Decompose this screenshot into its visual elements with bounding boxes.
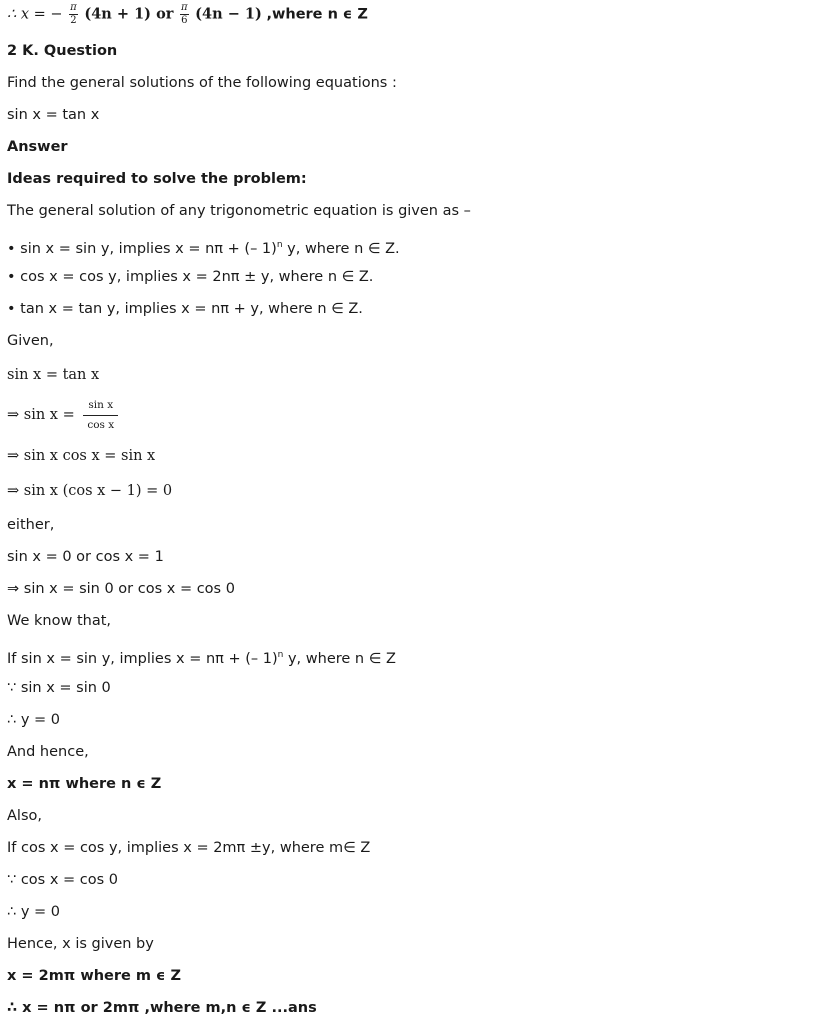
bullet-sin-before: • sin x = sin y, implies x = nπ + (– 1) (7, 241, 277, 257)
ideas-heading: Ideas required to solve the problem: (7, 171, 307, 187)
bullet-tan: • tan x = tan y, implies x = nπ + y, where n ∈ Z. (7, 301, 363, 317)
frac1-numerator: π (70, 2, 77, 13)
question-text: Find the general solutions of the following equations : (7, 75, 397, 91)
top-suffix: ,where n ϵ Z (266, 6, 368, 23)
also-label: Also, (7, 808, 42, 824)
if-sin-rule (7, 645, 396, 669)
if-cos-rule: If cos x = cos y, implies x = 2mπ ±y, where m∈ Z (7, 840, 371, 856)
we-know-label: We know that, (7, 613, 111, 629)
y-equals-zero-1: ∴ y = 0 (7, 712, 61, 728)
frac2-numerator: π (180, 2, 188, 13)
fraction-numerator: sin x (83, 400, 118, 416)
if-sin-before: If sin x = sin y, implies x = nπ + (– 1) (7, 651, 278, 667)
math-step-4: ⇒ sin x (cos x − 1) = 0 (7, 483, 173, 499)
either-line-2: ⇒ sin x = sin 0 or cos x = cos 0 (7, 581, 235, 597)
and-hence-label: And hence, (7, 744, 89, 760)
bullet-sin-sup: n (276, 240, 283, 250)
math-step-2 (7, 398, 118, 432)
since-sin-line: ∵ sin x = sin 0 (7, 680, 111, 696)
if-sin-after: y, where n ∈ Z (283, 651, 396, 667)
question-equation: sin x = tan x (7, 107, 100, 123)
fraction-denominator: cos x (87, 418, 115, 431)
sinx-over-cosx-fraction (83, 400, 118, 430)
frac2-denominator: 6 (181, 15, 188, 26)
math-step-1: sin x = tan x (7, 367, 100, 383)
result-1: x = nπ where n ϵ Z (7, 776, 162, 792)
bullet-cos: • cos x = cos y, implies x = 2nπ ± y, where n ∈ Z. (7, 269, 374, 285)
answer-label: Answer (7, 139, 68, 155)
final-answer: ∴ x = nπ or 2mπ ,where m,n ϵ Z ...ans (7, 1000, 317, 1016)
frac1-denominator: 2 (70, 15, 77, 26)
y-equals-zero-2: ∴ y = 0 (7, 904, 61, 920)
top-prefix: ∴ x = − (7, 6, 63, 23)
hence-given-label: Hence, x is given by (7, 936, 154, 952)
general-intro: The general solution of any trigonometric equation is given as – (7, 203, 471, 219)
since-cos-line: ∵ cos x = cos 0 (7, 872, 119, 888)
pi-over-2-fraction (69, 3, 78, 26)
bullet-sin-after: y, where n ∈ Z. (282, 241, 400, 257)
either-label: either, (7, 517, 55, 533)
pi-over-6-fraction (180, 3, 189, 26)
if-sin-sup: n (277, 650, 284, 660)
top-part1: (4n + 1) or (84, 5, 174, 23)
either-line-1: sin x = 0 or cos x = 1 (7, 549, 164, 565)
given-label: Given, (7, 333, 54, 349)
math-step-3: ⇒ sin x cos x = sin x (7, 448, 156, 464)
top-result-line (7, 3, 368, 26)
bullet-sin (7, 235, 400, 259)
top-part2: (4n − 1) (195, 5, 262, 23)
math-step-2-prefix: ⇒ sin x = (7, 407, 75, 423)
result-2: x = 2mπ where m ϵ Z (7, 968, 181, 984)
question-heading: 2 K. Question (7, 43, 118, 59)
